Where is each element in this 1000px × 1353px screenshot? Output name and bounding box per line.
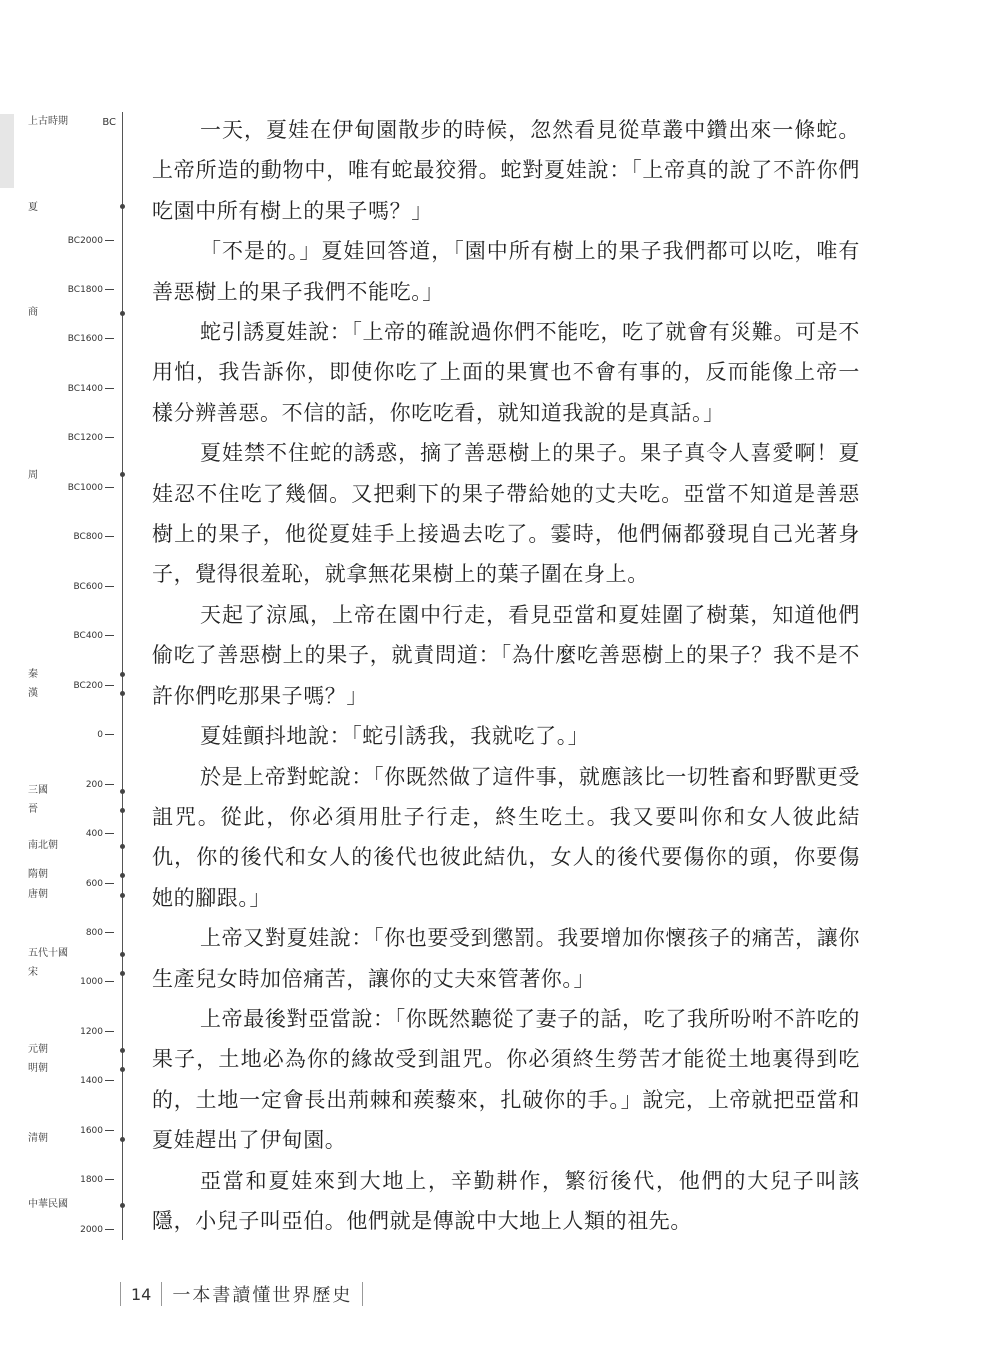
timeline-dot — [120, 1137, 125, 1142]
timeline-tick-label: BC2000 — [67, 236, 103, 246]
timeline-tick-label: BC800 — [73, 532, 103, 542]
timeline-tick-label: BC400 — [73, 631, 103, 641]
timeline-tick — [68, 384, 114, 394]
paragraph: 亞當和夏娃來到大地上，辛勤耕作，繁衍後代，他們的大兒子叫該隱，小兒子叫亞伯。他們就是傳說中大地上人類的祖先。 — [152, 1168, 860, 1233]
timeline-tick — [68, 236, 114, 246]
paragraph: 「不是的。」夏娃回答道，「園中所有樹上的果子我們都可以吃，唯有善惡樹上的果子我們不能吃。」 — [152, 239, 860, 304]
timeline-tick-label: BC1600 — [67, 334, 103, 344]
timeline-dot — [120, 1067, 125, 1072]
era-label: 周 — [28, 470, 38, 481]
timeline-dot — [120, 873, 125, 878]
era-label: 清朝 — [28, 1133, 48, 1144]
timeline-tick-label: BC200 — [73, 681, 103, 691]
timeline-bc-label: BC — [102, 117, 116, 128]
era-label: 元朝 — [28, 1044, 48, 1055]
timeline-tick — [68, 285, 114, 295]
era-label: 晉 — [28, 804, 38, 815]
timeline-tick-label: 1200 — [80, 1027, 103, 1037]
paragraph: 一天，夏娃在伊甸園散步的時候，忽然看見從草叢中鑽出來一條蛇。上帝所造的動物中，唯有蛇最狡猾。蛇對夏娃說：「上帝真的說了不許你們吃園中所有樹上的果子嗎？」 — [152, 118, 860, 223]
timeline-tick — [80, 1027, 114, 1037]
timeline-dot — [120, 808, 125, 813]
footer-divider — [362, 1282, 363, 1306]
era-label: 商 — [28, 307, 38, 318]
history-timeline — [0, 0, 130, 1353]
timeline-tick-label: 2000 — [80, 1225, 103, 1235]
paragraph: 夏娃禁不住蛇的誘惑，摘了善惡樹上的果子。果子真令人喜愛啊！夏娃忍不住吃了幾個。又把剩下的果子帶給她的丈夫吃。亞當不知道是善惡樹上的果子，他從夏娃手上接過去吃了。霎時，他們倆都發現自己光著身子，覺得很羞恥，就拿無花果樹上的葉子圍在身上。 — [152, 441, 860, 587]
story-text — [152, 110, 860, 1241]
era-label: 南北朝 — [28, 840, 58, 851]
timeline-dot — [120, 1048, 125, 1053]
timeline-tick-label: 600 — [85, 879, 103, 889]
page-footer — [120, 1277, 363, 1311]
timeline-dot — [120, 672, 125, 677]
era-label: 中華民國 — [28, 1199, 68, 1210]
timeline-dot — [120, 789, 125, 794]
timeline-tick — [68, 334, 114, 344]
era-label: 隋朝 — [28, 869, 48, 880]
era-label: 五代十國 — [28, 948, 68, 959]
era-label: 夏 — [28, 202, 38, 213]
era-label: 三國 — [28, 785, 48, 796]
timeline-tick-label: 800 — [85, 928, 103, 938]
timeline-dot — [120, 893, 125, 898]
timeline-tick — [80, 1225, 114, 1235]
timeline-tick — [80, 977, 114, 987]
paragraph: 上帝又對夏娃說：「你也要受到懲罰。我要增加你懷孩子的痛苦，讓你生產兒女時加倍痛苦，讓你的丈夫來管著你。」 — [152, 926, 860, 991]
paragraph: 夏娃顫抖地說：「蛇引誘我，我就吃了。」 — [200, 724, 590, 749]
timeline-dot — [120, 844, 125, 849]
book-title: 一本書讀懂世界歷史 — [172, 1285, 353, 1306]
timeline-tick — [80, 1126, 114, 1136]
timeline-tick — [86, 928, 114, 938]
timeline-dot — [120, 1203, 125, 1208]
timeline-tick-label: 1800 — [80, 1175, 103, 1185]
timeline-dot — [120, 952, 125, 957]
timeline-tick — [86, 879, 114, 889]
timeline-tick-label: 200 — [85, 780, 103, 790]
timeline-dot — [120, 472, 125, 477]
timeline-tick-label: 0 — [97, 730, 103, 740]
timeline-tick — [68, 433, 114, 443]
era-label: 明朝 — [28, 1063, 48, 1074]
timeline-tick — [80, 1076, 114, 1086]
timeline-tick — [74, 681, 114, 691]
timeline-tick-label: 1600 — [80, 1126, 103, 1136]
timeline-tick — [80, 1175, 114, 1185]
era-label: 宋 — [28, 967, 38, 978]
timeline-tick-label: 400 — [85, 829, 103, 839]
timeline-dot — [120, 311, 125, 316]
paragraph: 蛇引誘夏娃說：「上帝的確說過你們不能吃，吃了就會有災難。可是不用怕，我告訴你，即使你吃了上面的果實也不會有事的，反而能像上帝一樣分辨善惡。不信的話，你吃吃看，就知道我說的是真話。」 — [152, 320, 860, 425]
era-label: 上古時期 — [28, 116, 68, 127]
timeline-tick-label: BC1200 — [67, 433, 103, 443]
timeline-tick-label: 1000 — [80, 977, 103, 987]
timeline-tick — [86, 780, 114, 790]
paragraph: 上帝最後對亞當說：「你既然聽從了妻子的話，吃了我所吩咐不許吃的果子，土地必為你的緣故受到詛咒。你必須終生勞苦才能從土地裏得到吃的，土地一定會長出荊棘和蒺藜來，扎破你的手。」說完，上帝就把亞當和夏娃趕出了伊甸園。 — [152, 1006, 860, 1153]
timeline-tick-label: BC600 — [73, 582, 103, 592]
timeline-dot — [120, 971, 125, 976]
page-number: 14 — [131, 1284, 152, 1304]
paragraph: 於是上帝對蛇說：「你既然做了這件事，就應該比一切牲畜和野獸更受詛咒。從此，你必須用肚子行走，終生吃土。我又要叫你和女人彼此結仇，你的後代和女人的後代也彼此結仇，女人的後代要傷你的頭，你要傷她的腳跟。」 — [152, 764, 860, 910]
timeline-tick — [86, 829, 114, 839]
timeline-dot — [120, 691, 125, 696]
timeline-tick-label: 1400 — [80, 1076, 103, 1086]
paragraph: 天起了涼風，上帝在園中行走，看見亞當和夏娃圍了樹葉，知道他們偷吃了善惡樹上的果子，就責問道：「為什麼吃善惡樹上的果子？我不是不許你們吃那果子嗎？」 — [152, 602, 860, 708]
timeline-tick-label: BC1000 — [67, 483, 103, 493]
timeline-dot — [120, 204, 125, 209]
timeline-tick-label: BC1800 — [67, 285, 103, 295]
timeline-tick-label: BC1400 — [67, 384, 103, 394]
era-label: 唐朝 — [28, 889, 48, 900]
timeline-tick — [97, 730, 114, 740]
era-label: 秦 — [28, 669, 38, 680]
timeline-tick — [74, 631, 114, 641]
timeline-tick — [68, 483, 114, 493]
timeline-tick — [74, 532, 114, 542]
era-label: 漢 — [28, 688, 38, 699]
timeline-tick — [74, 582, 114, 592]
